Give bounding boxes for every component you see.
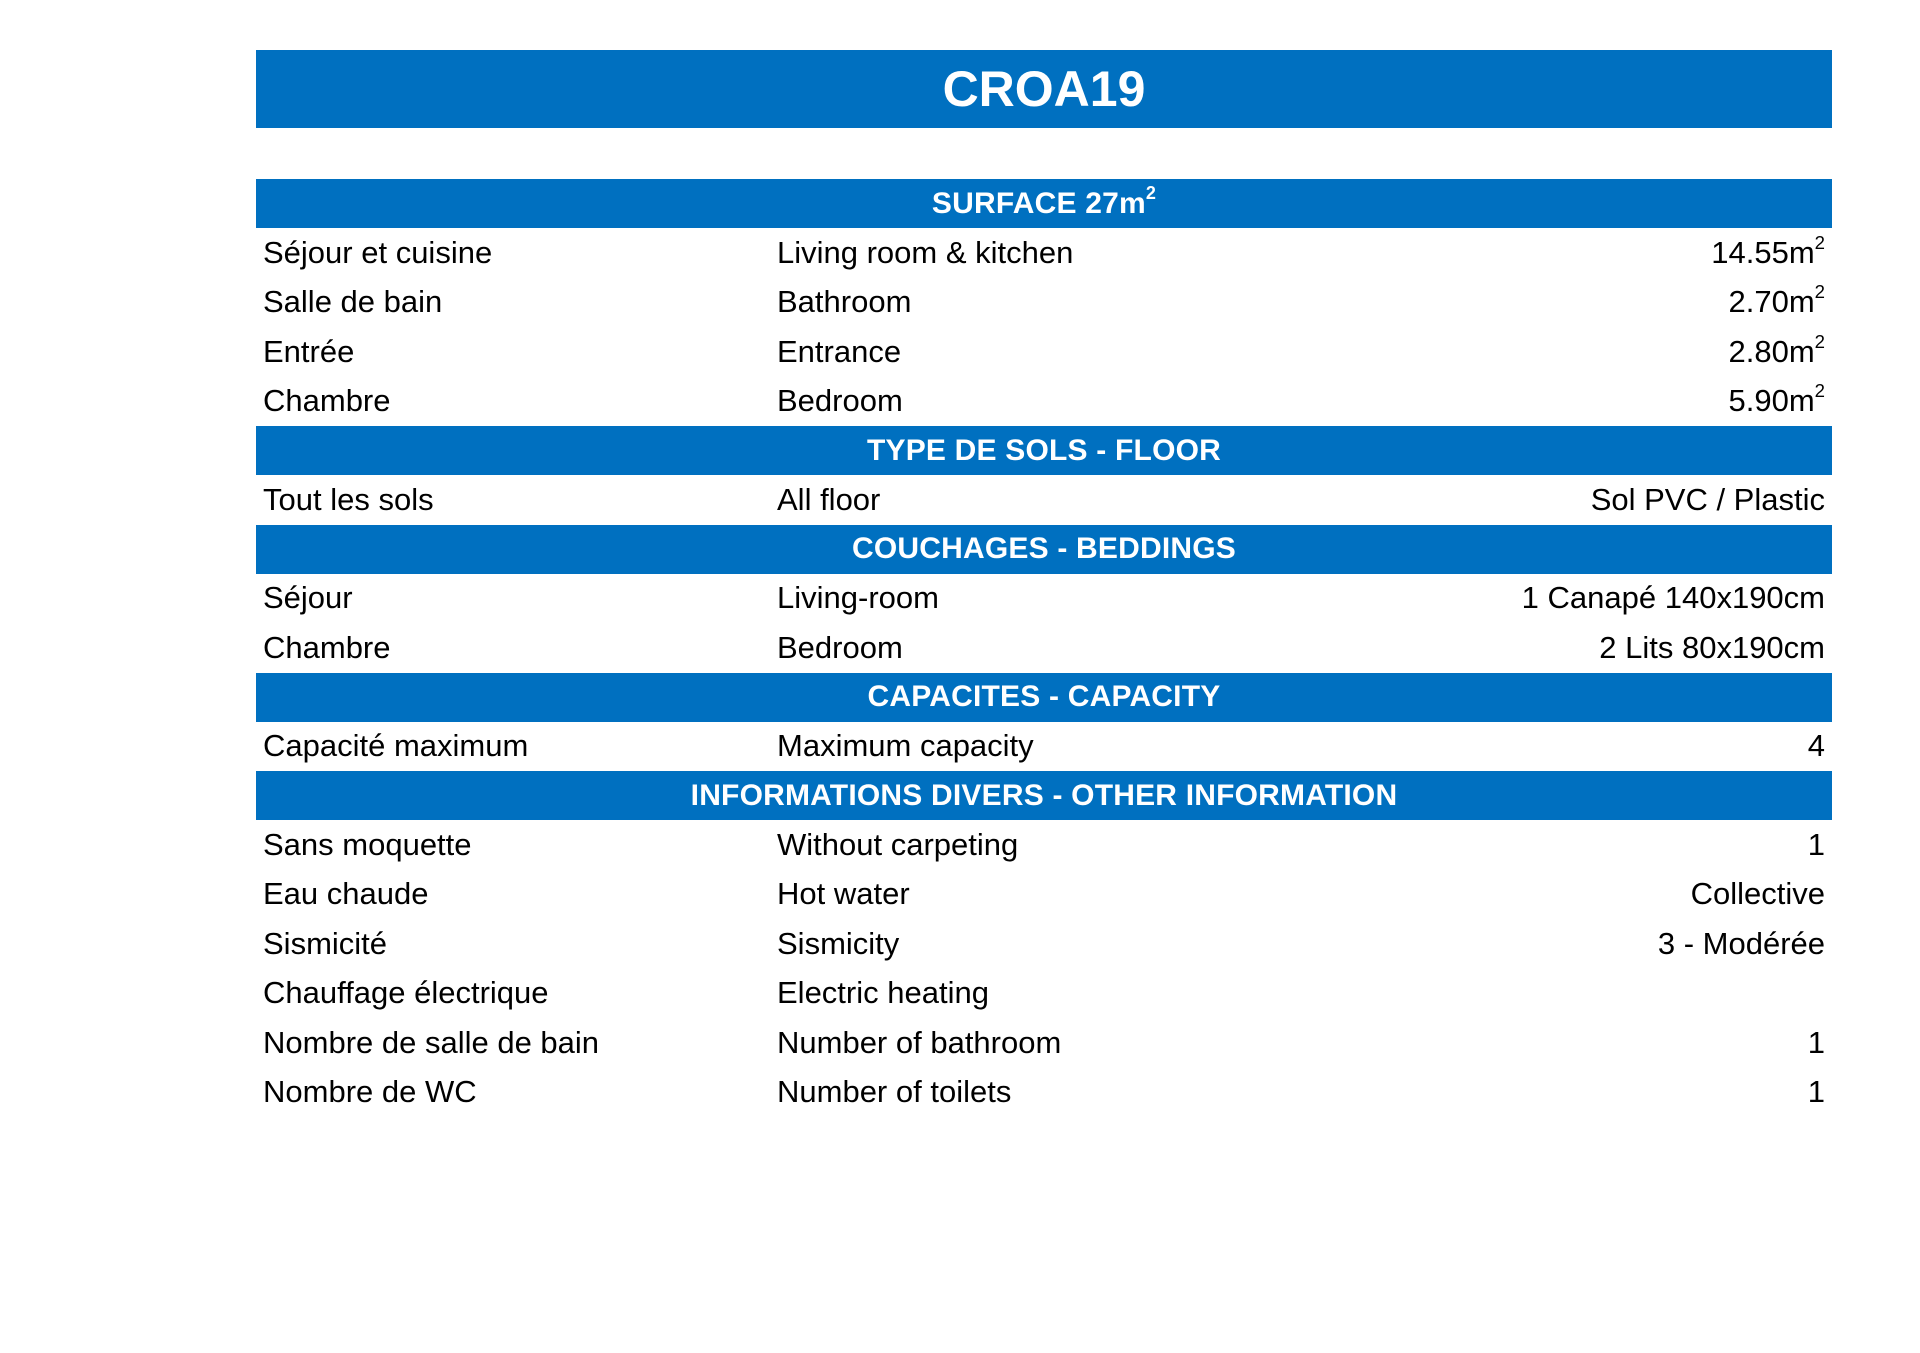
property-title: CROA19 — [942, 61, 1146, 117]
section-header-beddings — [256, 525, 1832, 574]
value: 1 Canapé 140x190cm — [1521, 580, 1825, 616]
label-fr: Salle de bain — [263, 284, 443, 320]
label-fr: Sismicité — [263, 925, 388, 961]
table-row-electric-heating — [256, 969, 1832, 1019]
label-en: Bedroom — [777, 629, 903, 665]
label-fr: Nombre de salle de bain — [263, 1024, 600, 1060]
value: $5.90m^2$ — [1728, 380, 1825, 419]
section-title-floor: TYPE DE SOLS - FLOOR — [866, 433, 1222, 467]
label-fr: Sans moquette — [263, 826, 472, 862]
section-header-capacity — [256, 673, 1832, 722]
value: $2.70m^2$ — [1728, 281, 1825, 320]
superscript: 2 — [1814, 281, 1825, 303]
label-en: Without carpeting — [777, 826, 1019, 862]
table-row-bedroom-bed — [256, 623, 1832, 673]
label-fr: Capacité maximum — [263, 728, 529, 764]
table-row-bedroom — [256, 377, 1832, 427]
section-title-beddings: COUCHAGES - BEDDINGS — [851, 532, 1237, 565]
label-en: Bathroom — [777, 284, 912, 320]
table-row-sismicity — [256, 919, 1832, 969]
table-row-living-kitchen — [256, 228, 1832, 278]
superscript: 2 — [1814, 380, 1825, 402]
value: Sol PVC / Plastic — [1590, 481, 1825, 517]
value: 3 - Modérée — [1657, 925, 1825, 961]
section-header-surface — [256, 179, 1832, 228]
property-sheet — [256, 50, 1832, 1117]
table-row-bathroom — [256, 278, 1832, 328]
table-row-max-capacity — [256, 722, 1832, 772]
label-fr: Nombre de WC — [263, 1074, 477, 1110]
section-title-surface: SURFACE $27m^2$ — [931, 182, 1157, 220]
property-title-bar — [256, 50, 1832, 128]
label-fr: Séjour — [263, 580, 353, 616]
label-fr: Chambre — [263, 629, 391, 665]
value: 1 — [1807, 826, 1825, 862]
label-fr: Eau chaude — [263, 876, 429, 912]
label-fr: Chauffage électrique — [263, 975, 549, 1011]
label-en: Bedroom — [777, 383, 903, 419]
value: 4 — [1807, 728, 1825, 764]
value: 1 — [1807, 1024, 1825, 1060]
label-fr: Chambre — [263, 383, 391, 419]
superscript: 2 — [1145, 182, 1157, 203]
label-fr: Entrée — [263, 333, 355, 369]
table-row-hot-water — [256, 870, 1832, 920]
label-en: Hot water — [777, 876, 910, 912]
value: 1 — [1807, 1074, 1825, 1110]
label-fr: Tout les sols — [263, 481, 434, 517]
section-title-other-info: INFORMATIONS DIVERS - OTHER INFORMATION — [690, 778, 1398, 812]
superscript: 2 — [1814, 231, 1825, 253]
section-header-other-info — [256, 771, 1832, 820]
superscript: 2 — [1814, 330, 1825, 352]
label-fr: Séjour et cuisine — [263, 234, 493, 270]
value: Collective — [1690, 876, 1825, 912]
value: $2.80m^2$ — [1728, 330, 1825, 369]
label-en: Living-room — [777, 580, 939, 616]
value: $14.55m^2$ — [1711, 231, 1825, 270]
table-row-carpeting — [256, 820, 1832, 870]
label-en: Number of toilets — [777, 1074, 1012, 1110]
table-row-living-room-bed — [256, 574, 1832, 624]
label-en: Sismicity — [777, 925, 900, 961]
section-header-floor — [256, 426, 1832, 475]
label-en: Electric heating — [777, 975, 989, 1011]
table-row-toilet-count — [256, 1068, 1832, 1118]
table-row-bathroom-count — [256, 1018, 1832, 1068]
label-en: Entrance — [777, 333, 902, 369]
table-row-all-floor — [256, 475, 1832, 525]
value: 2 Lits 80x190cm — [1599, 629, 1825, 665]
title-spacer — [256, 128, 1832, 179]
table-row-entrance — [256, 327, 1832, 377]
section-title-capacity: CAPACITES - CAPACITY — [867, 680, 1221, 713]
label-en: Number of bathroom — [777, 1024, 1062, 1060]
label-en: Maximum capacity — [777, 728, 1034, 764]
label-en: Living room & kitchen — [777, 234, 1074, 270]
label-en: All floor — [777, 481, 881, 517]
